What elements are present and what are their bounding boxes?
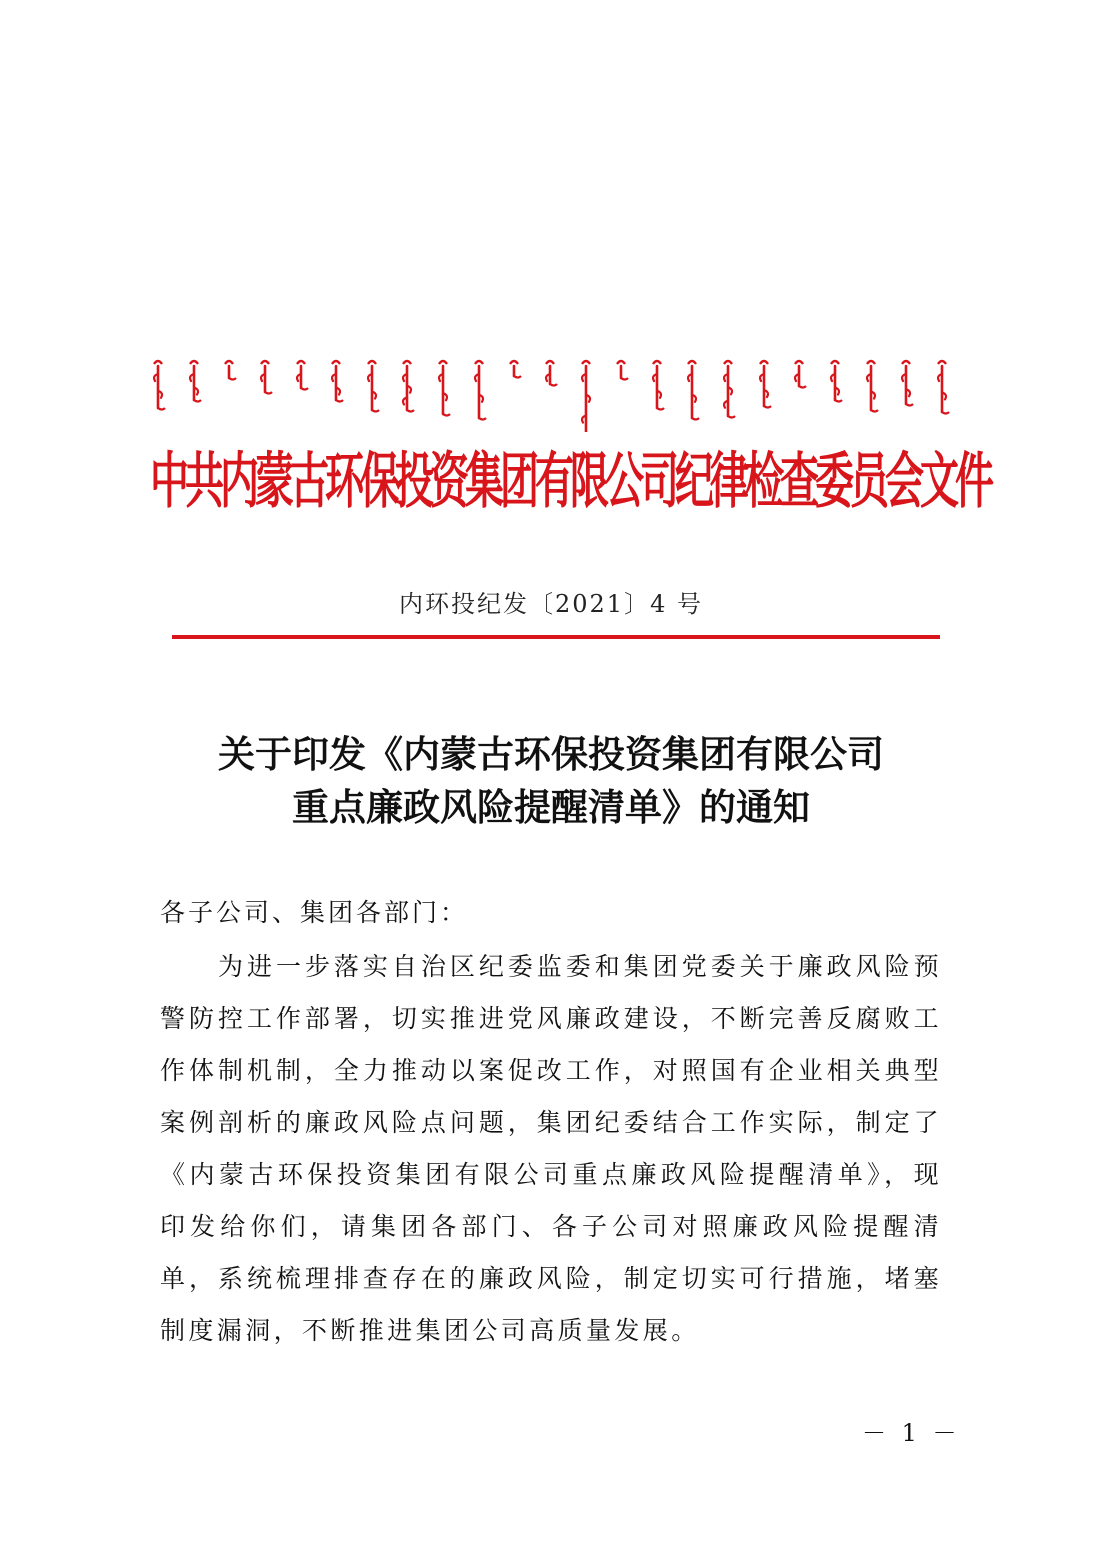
document-title-line-1: 关于印发《内蒙古环保投资集团有限公司 xyxy=(218,733,884,776)
body-paragraph: 为进一步落实自治区纪委监委和集团党委关于廉政风险预警防控工作部署，切实推进党风廉政建设，不断完善反腐败工作体制机制，全力推动以案促改工作，对照国有企业相关典型案例剖析的廉政风险点问题，集团纪委结合工作实际，制定了《内蒙古环保投资集团有限公司重点廉政风险提醒清单》，现印发给你们，请集团各部门、各子公司对照廉政风险提醒清单，系统梳理排查存在的廉政风险，制定切实可行措施，堵塞制度漏洞，不断推进集团公司高质量发展。 xyxy=(160,952,942,1345)
document-title xyxy=(120,728,982,834)
issuing-authority-title: 中共内蒙古环保投资集团有限公司纪律检查委员会文件 xyxy=(150,447,991,518)
document-number: 内环投纪发〔2021〕4 号 xyxy=(399,590,703,618)
red-divider-line xyxy=(172,635,940,639)
page-number: － 1 － xyxy=(862,1419,961,1447)
document-title-line-2: 重点廉政风险提醒清单》的通知 xyxy=(292,786,810,829)
salutation: 各子公司、集团各部门： xyxy=(160,898,469,927)
